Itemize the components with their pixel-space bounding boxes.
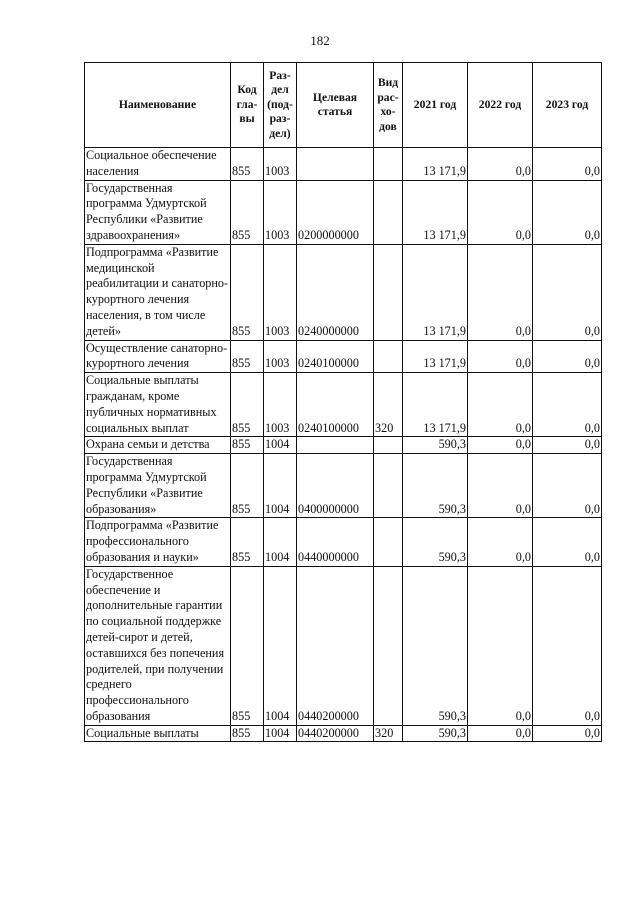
- row-code: 855: [231, 340, 264, 373]
- row-2022: 0,0: [468, 180, 533, 244]
- row-name: Подпрограмма «Развитие медицинской реабилитации и санаторно-курортного лечения населения, в том числе детей»: [85, 244, 231, 340]
- row-article: 0200000000: [297, 180, 374, 244]
- budget-table: [84, 62, 602, 742]
- row-2022: 0,0: [468, 725, 533, 742]
- header-kind: Вид рас- хо- дов: [374, 63, 403, 148]
- row-code: 855: [231, 725, 264, 742]
- row-code: 855: [231, 180, 264, 244]
- row-article: [297, 437, 374, 454]
- row-2023: 0,0: [533, 244, 602, 340]
- table-row: [85, 437, 602, 454]
- header-2022: 2022 год: [468, 63, 533, 148]
- row-article: 0240100000: [297, 373, 374, 437]
- row-2023: 0,0: [533, 373, 602, 437]
- row-2022: 0,0: [468, 454, 533, 518]
- row-code: 855: [231, 244, 264, 340]
- row-name: Социальное обеспечение населения: [85, 148, 231, 181]
- header-section: Раз- дел (под- раз- дел): [264, 63, 297, 148]
- header-code: Код гла- вы: [231, 63, 264, 148]
- row-article: 0400000000: [297, 454, 374, 518]
- row-article: 0440200000: [297, 725, 374, 742]
- row-2021: 590,3: [403, 454, 468, 518]
- row-2022: 0,0: [468, 244, 533, 340]
- row-2023: 0,0: [533, 566, 602, 725]
- table-row: [85, 454, 602, 518]
- row-code: 855: [231, 437, 264, 454]
- table-row: [85, 566, 602, 725]
- row-article: 0440000000: [297, 518, 374, 566]
- table-header-row: [85, 63, 602, 148]
- table-row: [85, 244, 602, 340]
- row-section: 1003: [264, 340, 297, 373]
- header-article: Целевая статья: [297, 63, 374, 148]
- row-article: [297, 148, 374, 181]
- row-section: 1003: [264, 148, 297, 181]
- row-kind: [374, 244, 403, 340]
- row-2021: 590,3: [403, 566, 468, 725]
- row-2021: 590,3: [403, 518, 468, 566]
- row-kind: 320: [374, 725, 403, 742]
- row-kind: [374, 437, 403, 454]
- row-2023: 0,0: [533, 454, 602, 518]
- table-row: [85, 725, 602, 742]
- row-2021: 13 171,9: [403, 244, 468, 340]
- row-2021: 590,3: [403, 437, 468, 454]
- row-2022: 0,0: [468, 437, 533, 454]
- row-article: 0440200000: [297, 566, 374, 725]
- row-name: Социальные выплаты гражданам, кроме публичных нормативных социальных выплат: [85, 373, 231, 437]
- row-2022: 0,0: [468, 373, 533, 437]
- row-kind: 320: [374, 373, 403, 437]
- row-section: 1004: [264, 437, 297, 454]
- header-2023: 2023 год: [533, 63, 602, 148]
- row-code: 855: [231, 148, 264, 181]
- row-kind: [374, 566, 403, 725]
- row-2022: 0,0: [468, 566, 533, 725]
- row-2023: 0,0: [533, 180, 602, 244]
- row-name: Государственное обеспечение и дополнительные гарантии по социальной поддержке детей-сирот и детей, оставшихся без попечения родителей, при получении среднего профессионального образования: [85, 566, 231, 725]
- row-kind: [374, 518, 403, 566]
- row-2021: 13 171,9: [403, 180, 468, 244]
- table-row: [85, 373, 602, 437]
- row-article: 0240000000: [297, 244, 374, 340]
- header-2021: 2021 год: [403, 63, 468, 148]
- table-row: [85, 340, 602, 373]
- row-2022: 0,0: [468, 148, 533, 181]
- row-kind: [374, 454, 403, 518]
- row-2023: 0,0: [533, 437, 602, 454]
- row-2023: 0,0: [533, 340, 602, 373]
- row-section: 1004: [264, 454, 297, 518]
- row-code: 855: [231, 518, 264, 566]
- table-row: [85, 180, 602, 244]
- row-2021: 13 171,9: [403, 148, 468, 181]
- row-2021: 590,3: [403, 725, 468, 742]
- row-2023: 0,0: [533, 148, 602, 181]
- table-row: [85, 518, 602, 566]
- row-2021: 13 171,9: [403, 373, 468, 437]
- row-2023: 0,0: [533, 518, 602, 566]
- row-name: Осуществление санаторно-курортного лечения: [85, 340, 231, 373]
- row-kind: [374, 180, 403, 244]
- row-2022: 0,0: [468, 340, 533, 373]
- row-section: 1004: [264, 725, 297, 742]
- row-code: 855: [231, 566, 264, 725]
- row-section: 1003: [264, 373, 297, 437]
- row-kind: [374, 148, 403, 181]
- row-name: Охрана семьи и детства: [85, 437, 231, 454]
- table-row: [85, 148, 602, 181]
- row-kind: [374, 340, 403, 373]
- row-2021: 13 171,9: [403, 340, 468, 373]
- page-number: 182: [310, 33, 330, 48]
- row-name: Социальные выплаты: [85, 725, 231, 742]
- row-section: 1004: [264, 518, 297, 566]
- row-section: 1004: [264, 566, 297, 725]
- row-section: 1003: [264, 180, 297, 244]
- header-name: Наименование: [85, 63, 231, 148]
- row-2022: 0,0: [468, 518, 533, 566]
- row-name: Государственная программа Удмуртской Республики «Развитие здравоохранения»: [85, 180, 231, 244]
- row-code: 855: [231, 454, 264, 518]
- row-article: 0240100000: [297, 340, 374, 373]
- row-name: Подпрограмма «Развитие профессионального образования и науки»: [85, 518, 231, 566]
- row-code: 855: [231, 373, 264, 437]
- row-name: Государственная программа Удмуртской Республики «Развитие образования»: [85, 454, 231, 518]
- row-section: 1003: [264, 244, 297, 340]
- row-2023: 0,0: [533, 725, 602, 742]
